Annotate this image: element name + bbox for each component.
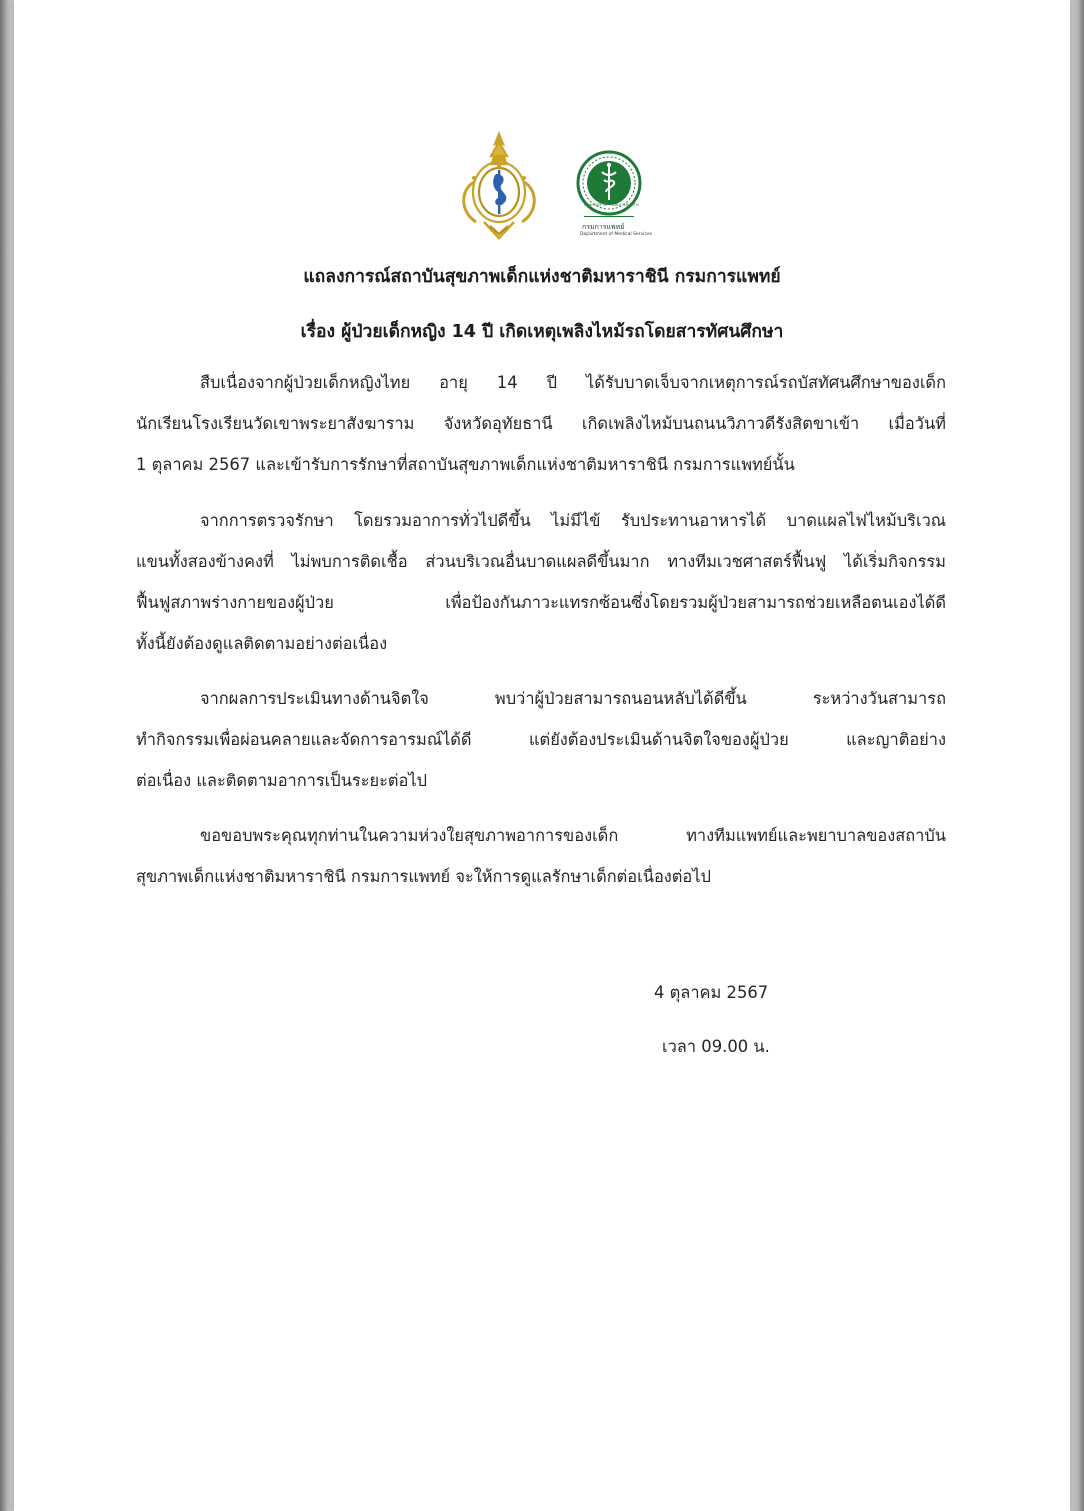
royal-emblem-icon	[454, 130, 544, 242]
paragraph-line: ต่อเนื่อง และติดตามอาการเป็นระยะต่อไป	[136, 771, 428, 790]
statement-title: แถลงการณ์สถาบันสุขภาพเด็กแห่งชาติมหาราชินี กรมการแพทย์	[303, 267, 781, 287]
paragraph-line: ทำกิจกรรมเพื่อผ่อนคลายและจัดการอารมณ์ได้ดี แต่ยังต้องประเมินด้านจิตใจของผู้ป่วย และญาติอย่าง	[136, 730, 946, 749]
statement-time: เวลา 09.00 น.	[662, 1037, 770, 1056]
paragraph-line: ฟื้นฟูสภาพร่างกายของผู้ป่วย เพื่อป้องกันภาวะแทรกซ้อนซึ่งโดยรวมผู้ป่วยสามารถช่วยเหลือตนเองได้ดี	[136, 593, 946, 612]
paragraph-2	[136, 500, 946, 664]
statement-date: 4 ตุลาคม 2567	[654, 983, 769, 1002]
paragraph-line: จากการตรวจรักษา โดยรวมอาการทั่วไปดีขึ้น ไม่มีไข้ รับประทานอาหารได้ บาดแผลไฟไหม้บริเวณ	[200, 511, 946, 530]
paragraph-line: นักเรียนโรงเรียนวัดเขาพระยาสังฆาราม จังหวัดอุทัยธานี เกิดเพลิงไหม้บนถนนวิภาวดีรังสิตขาเข้า เมื่อวันที่	[136, 414, 946, 433]
paragraph-3	[136, 678, 946, 801]
header-logos	[444, 130, 664, 242]
paragraph-4	[136, 815, 946, 897]
paragraph-line: สุขภาพเด็กแห่งชาติมหาราชินี กรมการแพทย์ จะให้การดูแลรักษาเด็กต่อเนื่องต่อไป	[136, 867, 711, 886]
paragraph-line: ทั้งนี้ยังต้องดูแลติดตามอย่างต่อเนื่อง	[136, 634, 388, 653]
seal-caption-th: กรมการแพทย์	[582, 223, 625, 231]
paragraph-line: สืบเนื่องจากผู้ป่วยเด็กหญิงไทย อายุ 14 ปี ได้รับบาดเจ็บจากเหตุการณ์รถบัสทัศนศึกษาของเด็ก	[200, 373, 946, 392]
paragraph-1	[136, 362, 946, 485]
statement-subject: เรื่อง ผู้ป่วยเด็กหญิง 14 ปี เกิดเหตุเพลิงไหม้รถโดยสารทัศนศึกษา	[300, 322, 784, 342]
document-page	[14, 0, 1070, 1511]
paragraph-line: แขนทั้งสองข้างคงที่ ไม่พบการติดเชื้อ ส่วนบริเวณอื่นบาดแผลดีขึ้นมาก ทางทีมเวชศาสตร์ฟื้นฟู ได้เริ่มกิจกรรม	[136, 552, 946, 571]
seal-ring-text: MINISTRY OF PUBLIC HEALTH	[584, 202, 639, 207]
press-release	[14, 0, 1070, 1511]
paragraph-line: จากผลการประเมินทางด้านจิตใจ พบว่าผู้ป่วยสามารถนอนหลับได้ดีขึ้น ระหว่างวันสามารถ	[200, 689, 946, 708]
seal-caption-en: Department of Medical Services	[580, 232, 653, 237]
paragraph-line: ขอขอบพระคุณทุกท่านในความห่วงใยสุขภาพอาการของเด็ก ทางทีมแพทย์และพยาบาลของสถาบัน	[200, 826, 946, 845]
paragraph-line: 1 ตุลาคม 2567 และเข้ารับการรักษาที่สถาบันสุขภาพเด็กแห่งชาติมหาราชินี กรมการแพทย์นั้น	[136, 455, 795, 474]
